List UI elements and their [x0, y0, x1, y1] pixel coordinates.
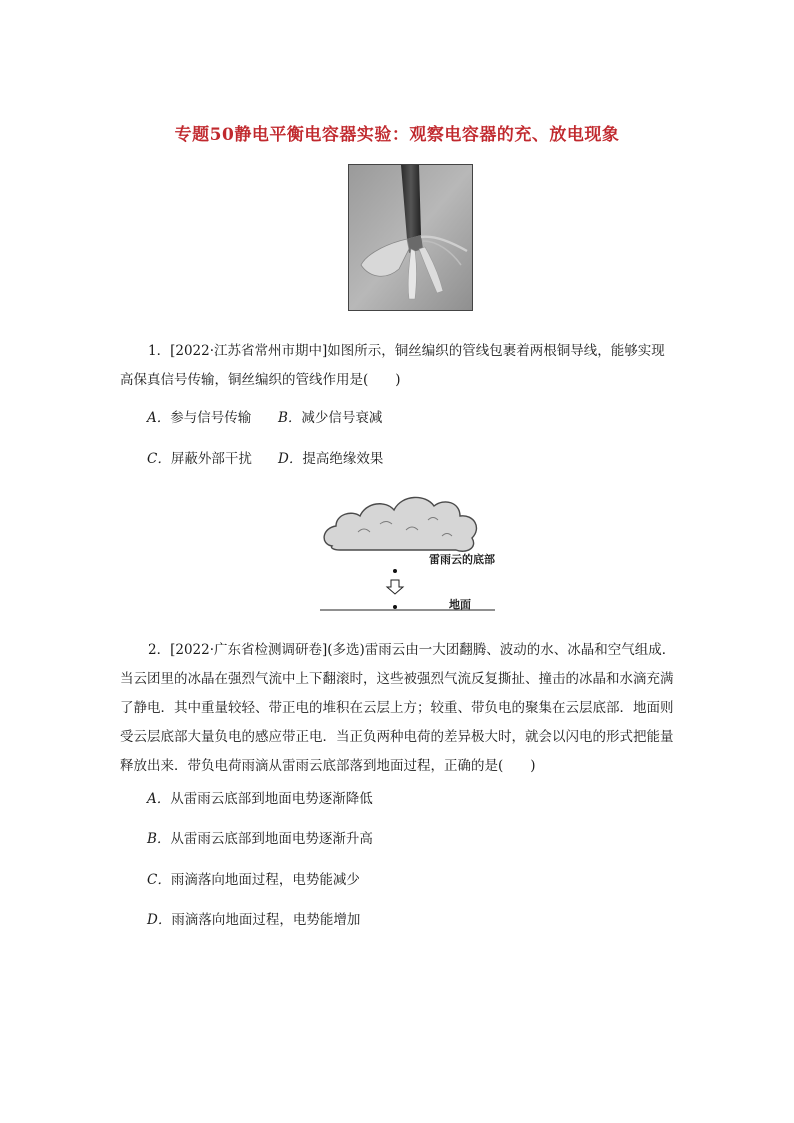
cloud-bottom-label: 雷雨云的底部 — [429, 553, 495, 566]
raindrop-top-dot — [393, 569, 397, 573]
page-title: 专题50静电平衡电容器实验：观察电容器的充、放电现象 — [174, 125, 620, 145]
q2-option-c: C．雨滴落向地面过程，电势能减少 — [147, 872, 360, 888]
q2-option-a: A．从雷雨云底部到地面电势逐渐降低 — [147, 791, 373, 807]
question-2-text: 2．[2022·广东省检测调研卷](多选)雷雨云由一大团翻腾、波动的水、冰晶和空气组成．当云团里的冰晶在强烈气流中上下翻滚时，这些被强烈气流反复撕扯、撞击的冰晶和水滴充满了静电．其中重量较轻、带正电的堆积在云层上方；较重、带负电的聚集在云层底部．地面则受云层底部大量负电的感应带正电．当正负两种电荷的差异极大时，就会以闪电的形式把能量释放出来．带负电荷雨滴从雷雨云底部落到地面过程，正确的是( ) — [120, 642, 676, 774]
q1-option-c: C．屏蔽外部干扰 — [147, 451, 252, 467]
q1-option-d: D．提高绝缘效果 — [278, 451, 384, 467]
q2-option-d: D．雨滴落向地面过程，电势能增加 — [147, 912, 361, 928]
raindrop-ground-dot — [393, 605, 397, 609]
ground-label: 地面 — [449, 598, 471, 611]
cloud-shape — [324, 497, 476, 551]
cable-photo — [348, 164, 473, 311]
question-1-text: 1．[2022·江苏省常州市期中]如图所示，铜丝编织的管线包裹着两根铜导线，能够实现高保真信号传输，铜丝编织的管线作用是( ) — [120, 343, 665, 388]
thundercloud-figure — [318, 488, 498, 613]
down-arrow — [387, 580, 403, 594]
q1-option-b: B．减少信号衰减 — [278, 410, 383, 426]
q1-option-a: A．参与信号传输 — [147, 410, 252, 426]
q2-option-b: B．从雷雨云底部到地面电势逐渐升高 — [147, 831, 373, 847]
